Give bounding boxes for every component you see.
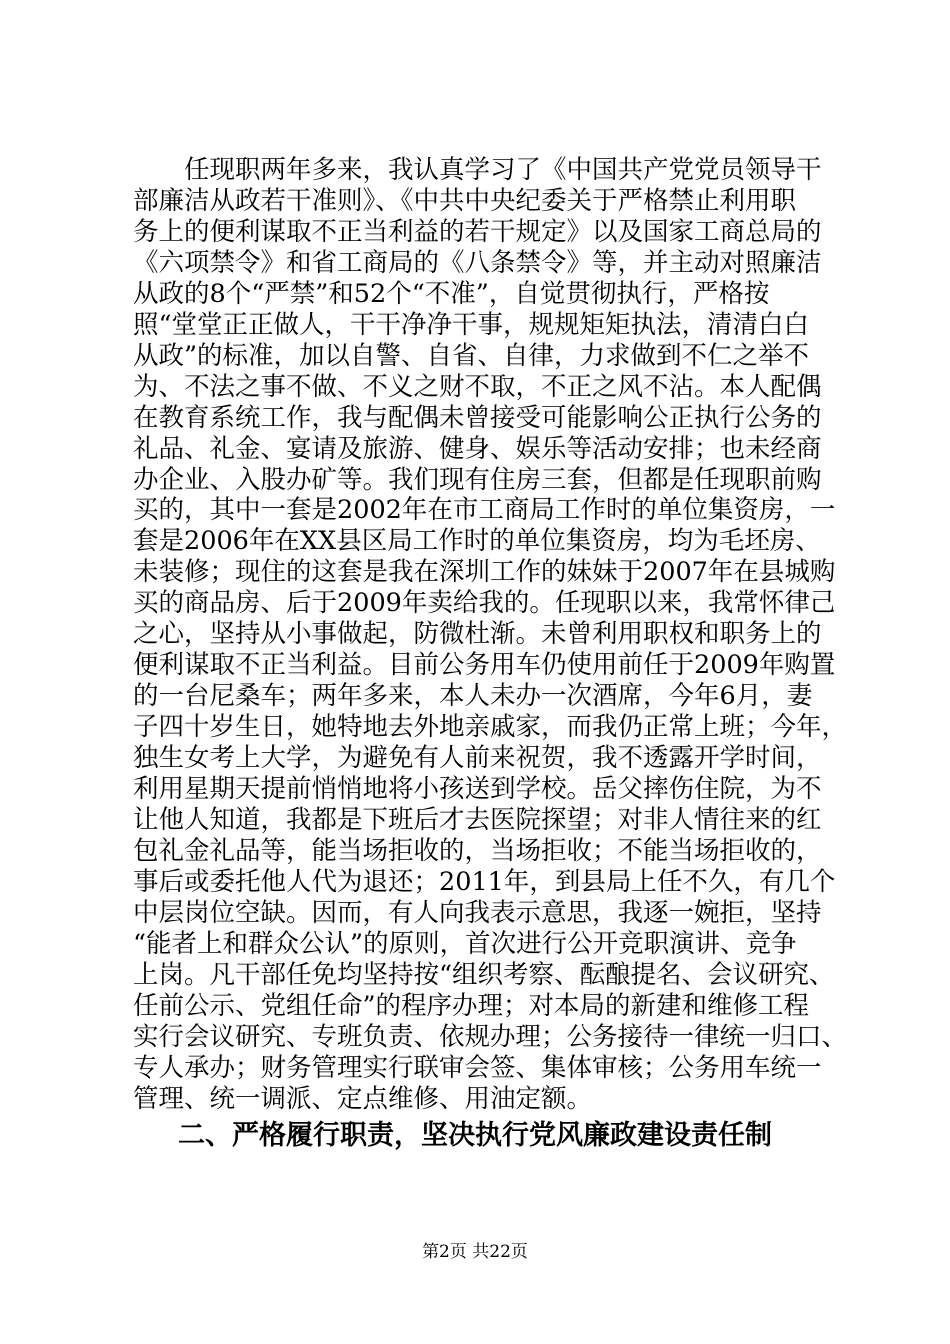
paragraph-line: 办企业、入股办矿等。我们现有住房三套，但都是任现职前购 [133,464,822,495]
paragraph-line: 便利谋取不正当利益。目前公务用车仍使用前任于2009年购置 [133,650,836,681]
paragraph-line: 任现职两年多来，我认真学习了《中国共产党党员领导干 [133,155,822,185]
paragraph-line: 中层岗位空缺。因而，有人向我表示意思，我逐一婉拒，坚持 [133,897,822,928]
paragraph-line: “能者上和群众公认”的原则，首次进行公开竞职演讲、竞争 [133,928,797,959]
paragraph-line: 事后或委托他人代为退还；2011年，到县局上任不久，有几个 [133,866,836,897]
paragraph-line: 买的，其中一套是2002年在市工商局工作时的单位集资房，一 [133,495,836,526]
paragraph-line: 未装修；现住的这套是我在深圳工作的妹妹于2007年在县城购 [133,557,836,588]
section-heading: 二、严格履行职责，坚决执行党风廉政建设责任制 [178,1120,772,1151]
paragraph-line: 独生女考上大学，为避免有人前来祝贺，我不透露开学时间， [133,743,822,774]
paragraph-line: 子四十岁生日，她特地去外地亲戚家，而我仍正常上班；今年， [133,712,848,743]
paragraph-line: 务上的便利谋取不正当利益的若干规定》以及国家工商总局的 [133,216,822,247]
paragraph-line: 从政”的标准，加以自警、自省、自律，力求做到不仁之举不 [133,340,810,371]
paragraph-line: 照“堂堂正正做人，干干净净干事，规规矩矩执法，清清白白 [133,309,810,340]
paragraph-line: 买的商品房、后于2009年卖给我的。任现职以来，我常怀律己 [133,588,836,619]
paragraph-line: 在教育系统工作，我与配偶未曾接受可能影响公正执行公务的 [133,402,822,433]
paragraph-line: 利用星期天提前悄悄地将小孩送到学校。岳父摔伤住院，为不 [133,774,822,804]
paragraph-line: 《六项禁令》和省工商局的《八条禁令》等，并主动对照廉洁 [133,247,822,278]
paragraph-line: 部廉洁从政若干准则》、《中共中央纪委关于严格禁止利用职 [133,185,797,216]
paragraph-line: 实行会议研究、专班负责、依规办理；公务接待一律统一归口、 [133,1021,848,1052]
paragraph-line: 礼品、礼金、宴请及旅游、健身、娱乐等活动安排；也未经商 [133,433,822,464]
paragraph-line: 套是2006年在XX县区局工作时的单位集资房，均为毛坯房、 [133,526,821,557]
paragraph-line: 任前公示、党组任命”的程序办理；对本局的新建和维修工程 [133,990,810,1021]
paragraph-line: 让他人知道，我都是下班后才去医院探望；对非人情往来的红 [133,804,822,835]
paragraph-line: 为、不法之事不做、不义之财不取，不正之风不沾。本人配偶 [133,371,822,402]
paragraph-line: 的一台尼桑车；两年多来，本人未办一次酒席，今年6月，妻 [133,681,813,712]
paragraph-line: 上岗。凡干部任免均坚持按“组织考察、酝酿提名、会议研究、 [133,959,835,990]
paragraph-line: 管理、统一调派、定点维修、用油定额。 [133,1083,593,1114]
paragraph-line: 专人承办；财务管理实行联审会签、集体审核；公务用车统一 [133,1052,822,1083]
paragraph-line: 之心，坚持从小事做起，防微杜渐。未曾利用职权和职务上的 [133,619,822,650]
paragraph-line: 包礼金礼品等，能当场拒收的，当场拒收；不能当场拒收的， [133,835,822,866]
page-footer: 第2页 共22页 [422,1242,528,1262]
paragraph-line: 从政的8个“严禁”和52个“不准”，自觉贯彻执行，严格按 [133,278,770,309]
